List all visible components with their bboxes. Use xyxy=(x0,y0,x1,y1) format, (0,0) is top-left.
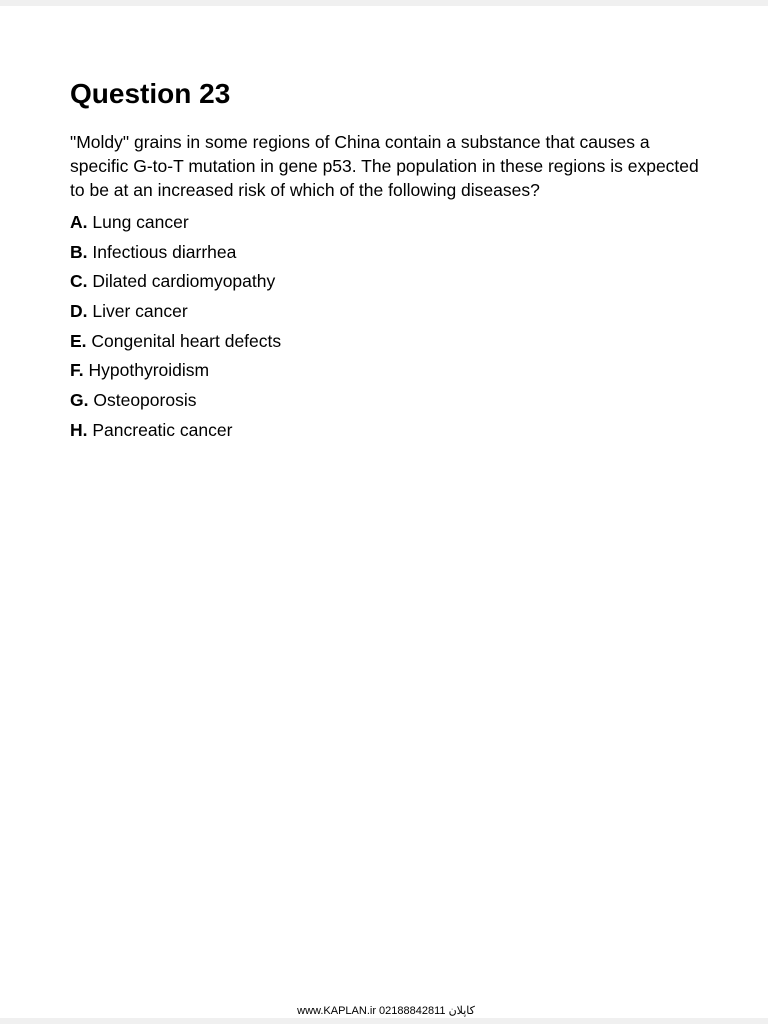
option-text: Liver cancer xyxy=(92,301,188,322)
option-letter: G. xyxy=(70,390,89,411)
option-text: Hypothyroidism xyxy=(88,360,210,381)
option-text: Lung cancer xyxy=(92,212,189,232)
footer-watermark-text: www.KAPLAN.ir 02188842811 کاپلان xyxy=(297,1005,475,1017)
option-text: Dilated cardiomyopathy xyxy=(92,271,276,292)
question-title: Question 23 xyxy=(70,78,231,109)
option-letter: H. xyxy=(70,419,88,440)
page-footer xyxy=(0,1004,768,1018)
option-letter: F. xyxy=(70,360,84,381)
option-text: Congenital heart defects xyxy=(91,330,282,351)
option-text: Osteoporosis xyxy=(93,390,197,411)
option-letter: B. xyxy=(70,241,88,262)
answer-option-c[interactable] xyxy=(70,270,281,300)
option-text: Infectious diarrhea xyxy=(92,241,237,262)
answer-option-b[interactable] xyxy=(70,241,281,271)
option-letter: D. xyxy=(70,301,88,322)
question-stem: "Moldy" grains in some regions of China contain a substance that causes a specific G-to-T mutation in gene p53. The population in these regions is expected to be at an increased risk of which of the following diseases? xyxy=(70,132,699,200)
option-text: Pancreatic cancer xyxy=(92,419,233,440)
answer-options-list xyxy=(70,211,281,449)
answer-option-a[interactable] xyxy=(70,211,281,241)
option-letter: E. xyxy=(70,330,87,351)
option-letter: A. xyxy=(70,212,88,232)
answer-option-e[interactable] xyxy=(70,330,281,360)
document-page xyxy=(0,6,768,1018)
answer-option-d[interactable] xyxy=(70,300,281,330)
answer-option-h[interactable] xyxy=(70,419,281,449)
answer-option-g[interactable] xyxy=(70,389,281,419)
option-letter: C. xyxy=(70,271,88,292)
answer-option-f[interactable] xyxy=(70,359,281,389)
